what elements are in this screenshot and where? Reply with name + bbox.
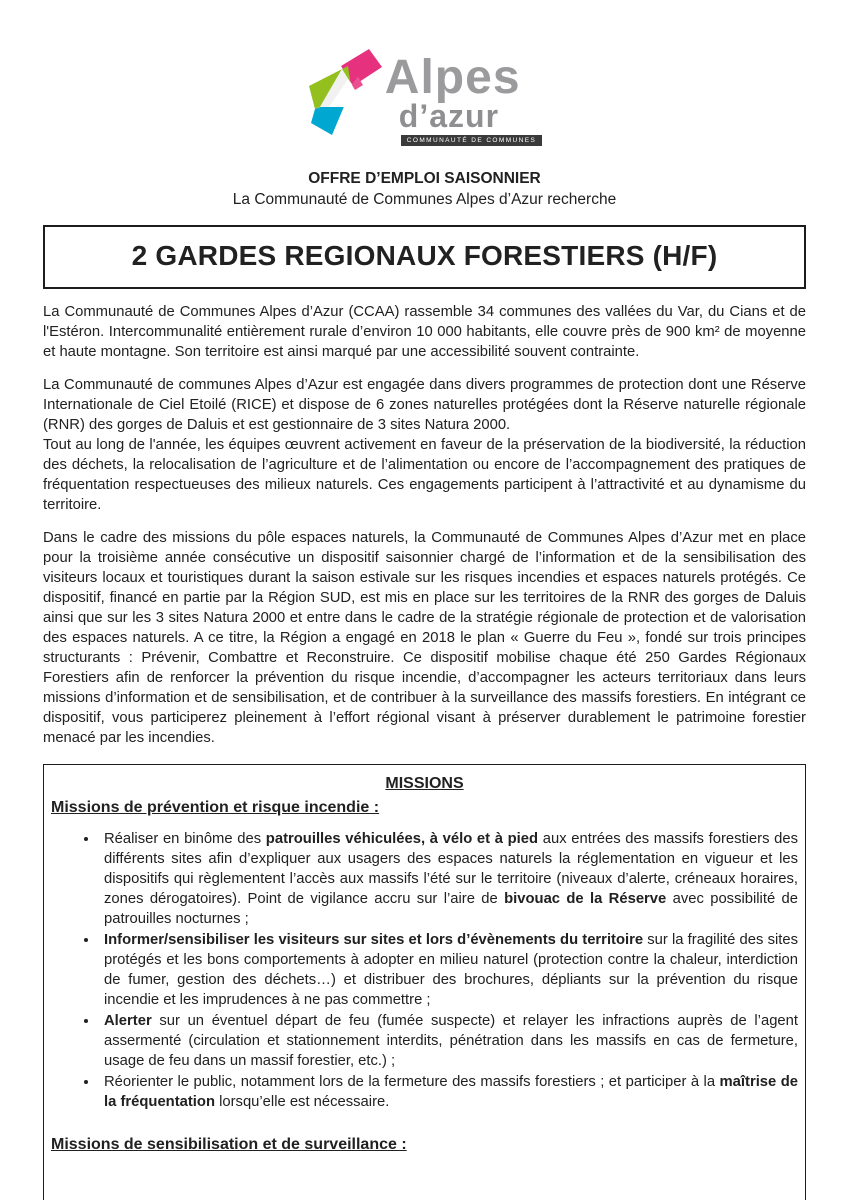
- missions-section-prevention-heading: Missions de prévention et risque incendie :: [51, 799, 380, 817]
- alpes-azur-logo-icon: [307, 48, 383, 136]
- logo-subname: d’azur: [398, 98, 500, 135]
- missions-title: MISSIONS: [385, 775, 464, 793]
- document-content: [0, 170, 849, 1200]
- missions-bullet-list: [51, 829, 798, 1112]
- logo-name: Alpes: [384, 51, 521, 104]
- logo-text: [384, 51, 542, 146]
- paragraph-programmes: La Communauté de communes Alpes d’Azur est engagée dans divers programmes de protection dont une Réserve Internationale de Ciel Etoilé (RICE) et dispose de 6 zones naturelles protégées dont la Réserve naturelle régionale (RNR) des gorges de Daluis et est gestionnaire de 3 sites Natura 2000.: [43, 377, 806, 434]
- body-block: [43, 302, 806, 748]
- logo: [0, 0, 849, 146]
- mission-bullet-informer: • Informer/sensibiliser les visiteurs sur sites et lors d’évènements du territoire sur la fragilité des sites protégés et les bons comportements à adopter en milieu naturel (protection contre la chaleur, interdiction de fumer, gestion des déchets…) et distribuer des brochures, dépliants sur la prévention du risque incendie et les imprudences à ne pas commettre ;: [99, 930, 798, 1010]
- missions-box: [43, 764, 806, 1200]
- offer-intro-line: La Communauté de Communes Alpes d’Azur recherche: [232, 191, 617, 209]
- mission-bullet-reorienter: • Réorienter le public, notamment lors de la fermeture des massifs forestiers ; et participer à la maîtrise de la fréquentation lorsqu’elle est nécessaire.: [99, 1072, 798, 1112]
- job-title: 2 GARDES REGIONAUX FORESTIERS (H/F): [131, 240, 718, 272]
- paragraph-dispositif: Dans le cadre des missions du pôle espaces naturels, la Communauté de Communes Alpes d’Azur met en place pour la troisième année consécutive un dispositif saisonnier chargé de l’information et de la sensibilisation des visiteurs locaux et touristiques durant la saison estivale sur les risques incendies et espaces naturels protégés. Ce dispositif, financé en partie par la Région SUD, est mis en place sur les territoires de la RNR des gorges de Daluis ainsi que sur les 3 sites Natura 2000 et entre dans le cadre de la stratégie régionale de protection et de valorisation des espaces naturels. A ce titre, la Région a engagé en 2018 le plan « Guerre du Feu », fondé sur trois principes structurants : Prévenir, Combattre et Reconstruire. Ce dispositif mobilise chaque été 250 Gardes Régionaux Forestiers afin de renforcer la prévention du risque incendie, d’accompagner les acteurs territoriaux dans leurs missions d’information et de sensibilisation, et de contribuer à la surveillance des massifs forestiers. En intégrant ce dispositif, vous participerez pleinement à l’effort régional visant à préserver durablement le patrimoine forestier menacé par les incendies.: [43, 530, 806, 747]
- paragraph-presentation: La Communauté de Communes Alpes d’Azur (CCAA) rassemble 34 communes des vallées du Var, du Cians et de l'Estéron. Intercommunalité entièrement rurale d’environ 10 000 habitants, elle couvre près de 900 km² de moyenne et haute montagne. Son territoire est ainsi marqué par une accessibilité souvent contrainte.: [43, 304, 806, 361]
- job-title-box: [43, 225, 806, 289]
- missions-section-sensibilisation-heading: Missions de sensibilisation et de surveillance :: [51, 1136, 407, 1154]
- logo-tagline: COMMUNAUTÉ DE COMMUNES: [401, 135, 542, 146]
- paragraph-engagements: Tout au long de l'année, les équipes œuvrent activement en faveur de la préservation de la biodiversité, la réduction des déchets, la relocalisation de l’agriculture et de l’alimentation ou encore de l’accompagnement des pratiques de fréquentation respectueuses des milieux naturels. Ces engagements participent à l’attractivité et au dynamisme du territoire.: [43, 437, 806, 514]
- offer-kicker: OFFRE D’EMPLOI SAISONNIER: [308, 170, 541, 188]
- mission-bullet-patrouilles: • Réaliser en binôme des patrouilles véhiculées, à vélo et à pied aux entrées des massifs forestiers des différents sites afin d’expliquer aux usagers des espaces naturels la réglementation en vigueur et les dispositifs qui règlementent l’accès aux massifs l’été sur le territoire (niveaux d’alerte, créneaux horaires, zones dérogatoires). Point de vigilance accru sur l’aire de bivouac de la Réserve avec possibilité de patrouilles nocturnes ;: [99, 829, 798, 929]
- mission-bullet-alerter: • Alerter sur un éventuel départ de feu (fumée suspecte) et relayer les infractions auprès de l’agent assermenté (circulation et stationnement interdits, pénétration dans les massifs en cas de fermeture, usage de feu dans un massif forestier, etc.) ;: [99, 1011, 798, 1071]
